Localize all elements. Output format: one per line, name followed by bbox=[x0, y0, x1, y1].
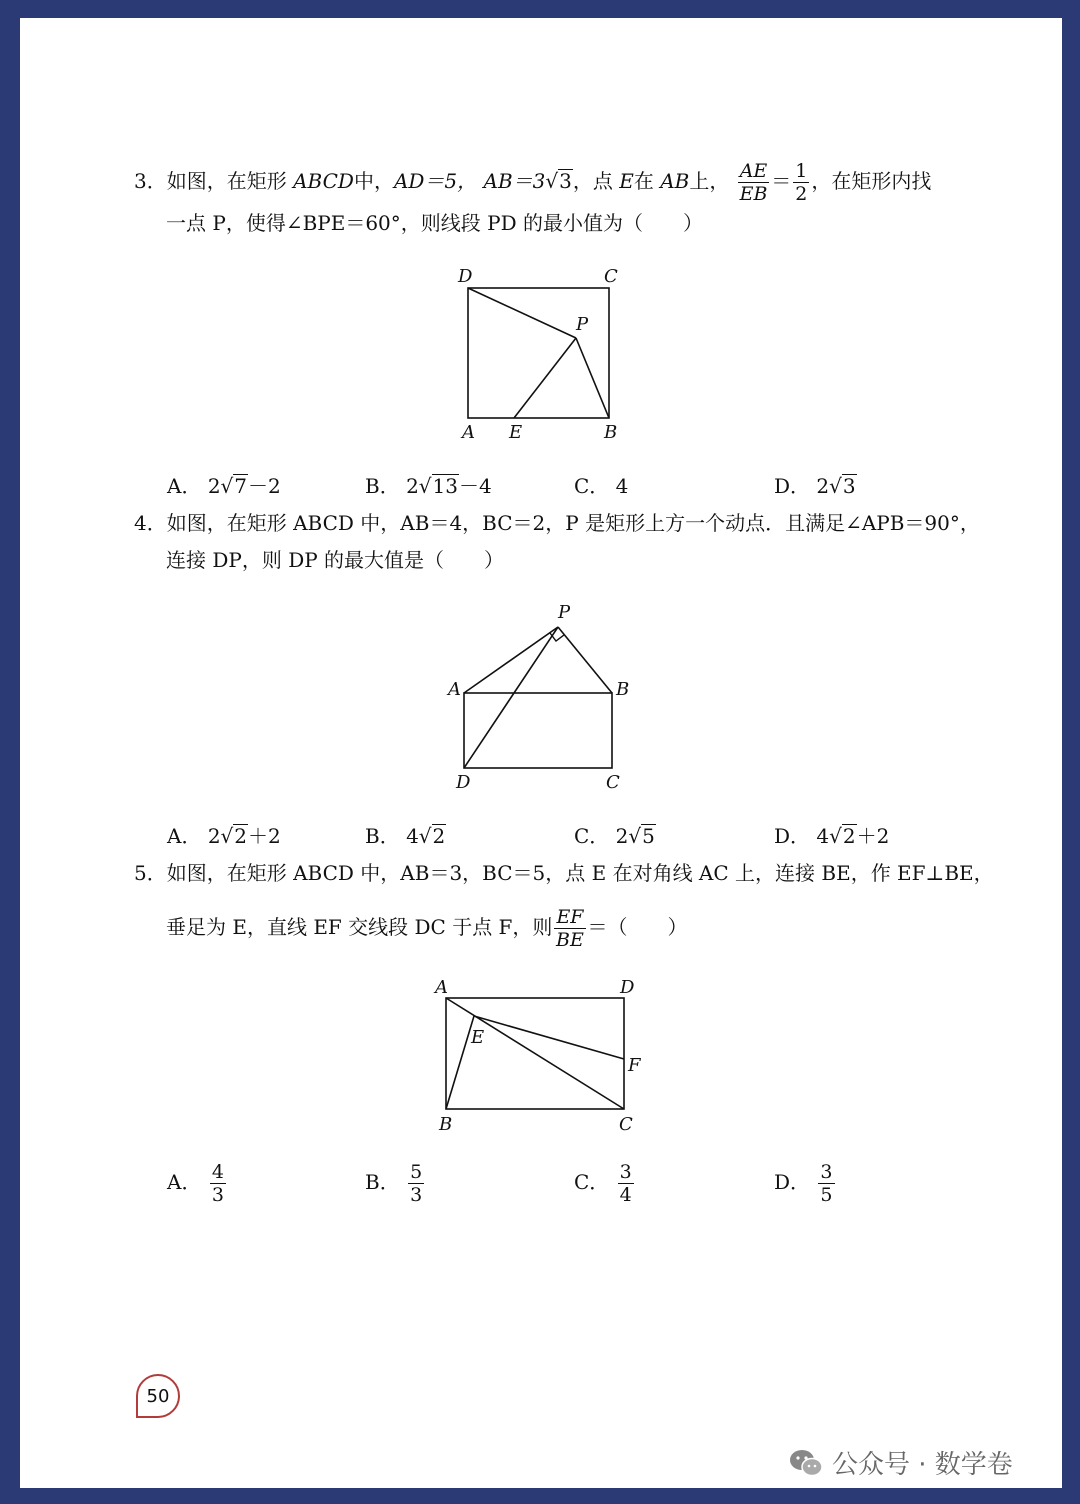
q4-line1: 4．如图，在矩形 ABCD 中，AB＝4，BC＝2，P 是矩形上方一个动点．且满足∠APB＝90°， bbox=[134, 511, 980, 535]
watermark-text: 公众号 · 数学卷 bbox=[832, 1450, 1013, 1480]
q4-figure bbox=[440, 598, 640, 798]
q5-option-b[interactable]: B． $\frac{5}{3}$ bbox=[365, 1161, 423, 1206]
q4-line2: 连接 DP，则 DP 的最大值是（ ） bbox=[166, 548, 505, 572]
q3-segment-pb bbox=[576, 338, 609, 418]
q3-line1: 3．如图，在矩形 ABCD中，AD＝5， AB＝3√3，点 E在 AB上， $\frac{AE}{EB}$ ＝ $\frac{1}{2}$ ，在矩形内找 bbox=[134, 160, 932, 205]
q5-line1: 5．如图，在矩形 ABCD 中，AB＝3，BC＝5，点 E 在对角线 AC 上，连接 BE，作 EF⊥BE， bbox=[134, 861, 994, 885]
q5-diagonal-ac bbox=[446, 998, 624, 1109]
page bbox=[20, 18, 1062, 1488]
sqrt: √3 bbox=[545, 169, 572, 193]
q4-label-b: B bbox=[616, 679, 630, 700]
q3-label-c: C bbox=[604, 266, 618, 287]
q3-segment-pe bbox=[514, 338, 576, 418]
q3-label-e: E bbox=[509, 422, 523, 443]
q4-segment-dp bbox=[464, 627, 558, 768]
q5-label-d: D bbox=[620, 977, 635, 998]
q5-label-b: B bbox=[439, 1114, 453, 1135]
q4-rectangle bbox=[464, 693, 612, 768]
q4-number: 4． bbox=[134, 511, 167, 535]
q3-label-a: A bbox=[462, 422, 475, 443]
q5-option-a[interactable]: A． $\frac{4}{3}$ bbox=[167, 1161, 224, 1206]
q3-option-a[interactable]: A． 2√7－2 bbox=[167, 474, 281, 498]
q4-option-a[interactable]: A． 2√2＋2 bbox=[167, 824, 281, 848]
q5-number: 5． bbox=[134, 861, 167, 885]
q4-label-p: P bbox=[558, 602, 571, 623]
q4-option-c[interactable]: C． 2√5 bbox=[574, 824, 655, 848]
q3-label-d: D bbox=[458, 266, 473, 287]
q4-segment-ap bbox=[464, 627, 558, 693]
q4-label-d: D bbox=[456, 772, 471, 793]
watermark bbox=[788, 1444, 1013, 1481]
q5-label-f: F bbox=[628, 1055, 641, 1076]
q5-line2: 垂足为 E，直线 EF 交线段 DC 于点 F，则 $\frac{EF}{BE}$ ＝（ ） bbox=[166, 906, 688, 951]
q4-segment-pb bbox=[558, 627, 612, 693]
q4-option-d[interactable]: D． 4√2＋2 bbox=[774, 824, 890, 848]
q4-label-a: A bbox=[448, 679, 461, 700]
q5-label-e: E bbox=[471, 1027, 485, 1048]
q5-segment-be bbox=[446, 1016, 474, 1109]
q3-option-b[interactable]: B． 2√13－4 bbox=[365, 474, 492, 498]
page-number: 50 bbox=[136, 1374, 180, 1418]
q5-label-c: C bbox=[619, 1114, 633, 1135]
q3-figure bbox=[440, 260, 640, 450]
fraction-one-half: $\frac{1}{2}$ bbox=[795, 160, 808, 205]
fraction-ae-eb: $\frac{AE}{EB}$ bbox=[739, 160, 768, 205]
q5-label-a: A bbox=[435, 977, 448, 998]
q4-option-b[interactable]: B． 4√2 bbox=[365, 824, 446, 848]
q3-line2: 一点 P，使得∠BPE＝60°，则线段 PD 的最小值为（ ） bbox=[166, 211, 703, 235]
q5-option-d[interactable]: D． $\frac{3}{5}$ bbox=[774, 1161, 833, 1206]
wechat-icon bbox=[788, 1448, 824, 1478]
q5-option-c[interactable]: C． $\frac{3}{4}$ bbox=[574, 1161, 632, 1206]
q3-label-p: P bbox=[576, 314, 589, 335]
q3-option-d[interactable]: D． 2√3 bbox=[774, 474, 856, 498]
q3-rectangle bbox=[468, 288, 609, 418]
q3-segment-dp bbox=[468, 288, 576, 338]
q3-label-b: B bbox=[604, 422, 618, 443]
q5-segment-ef bbox=[474, 1016, 624, 1059]
fraction-ef-be: $\frac{EF}{BE}$ bbox=[556, 906, 584, 951]
q4-label-c: C bbox=[606, 772, 620, 793]
q3-option-c[interactable]: C． 4 bbox=[574, 474, 629, 498]
q5-figure bbox=[420, 973, 660, 1153]
q3-number: 3． bbox=[134, 169, 167, 193]
